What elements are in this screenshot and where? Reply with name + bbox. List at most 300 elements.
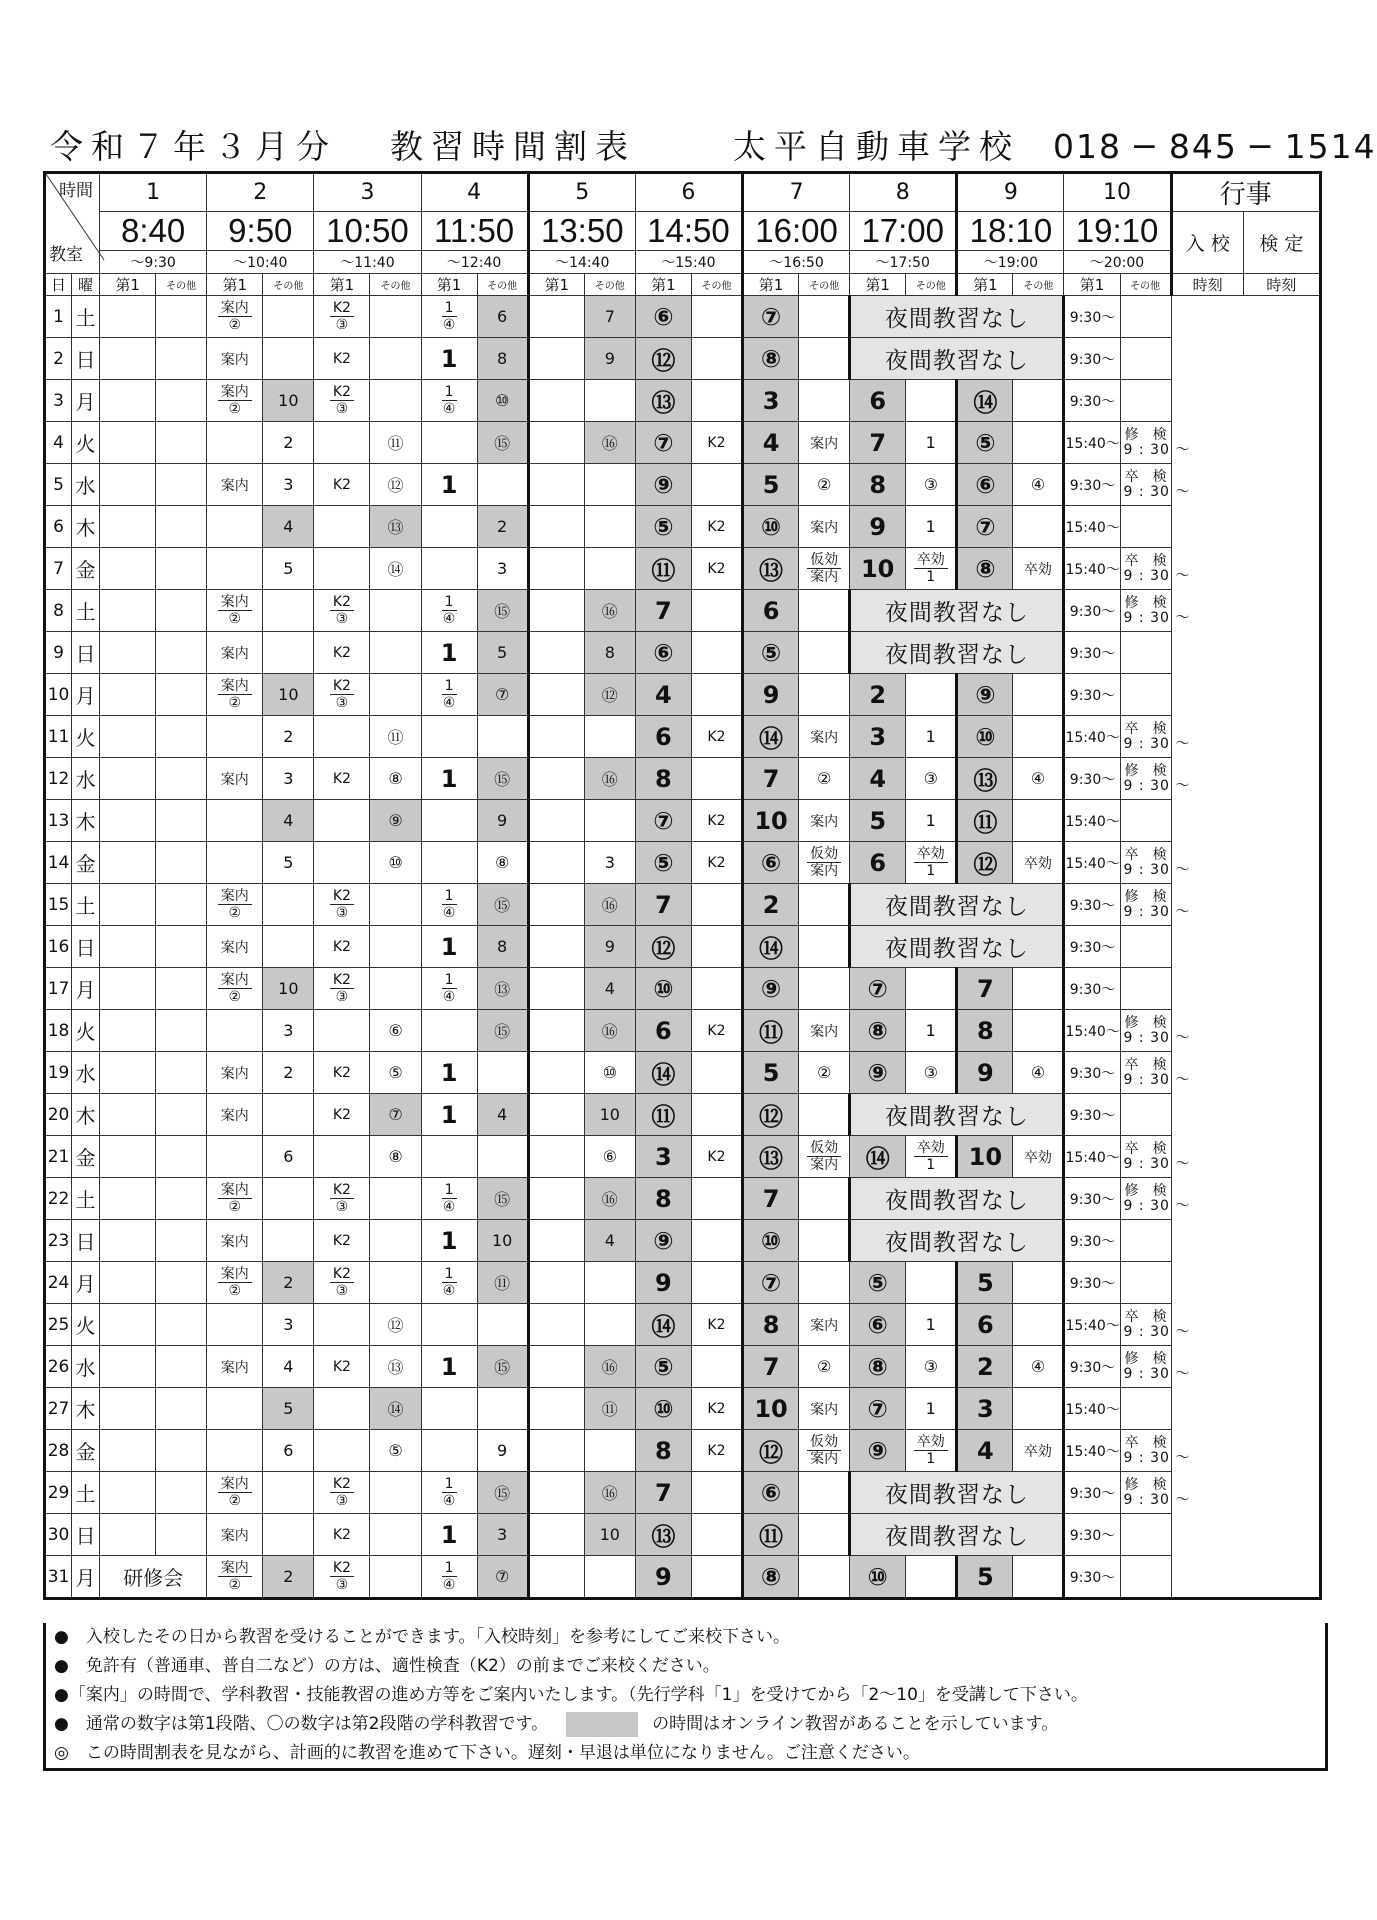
lesson-cell: [370, 1178, 421, 1220]
lesson-cell: ⑧: [370, 1136, 421, 1178]
lesson-cell: 案内: [207, 632, 263, 674]
lesson-cell: ⑫: [370, 1304, 421, 1346]
lesson-cell: [584, 800, 635, 842]
lesson-cell: [477, 1304, 528, 1346]
stacked-label: 1 ④: [442, 1266, 456, 1299]
day-row: [45, 422, 1321, 464]
lesson-cell: ⑭: [850, 1136, 906, 1178]
lesson-cell: [100, 1304, 156, 1346]
lesson-cell: [799, 1556, 850, 1599]
day-number: 16: [45, 926, 72, 968]
lesson-cell: [421, 296, 477, 338]
lesson-cell: [421, 1136, 477, 1178]
lesson-cell: [799, 1178, 850, 1220]
stacked-label: 案内 ②: [218, 1266, 252, 1299]
lesson-cell: [906, 380, 957, 422]
lesson-cell: [1013, 1262, 1064, 1304]
stacked-label: 案内 ②: [218, 1476, 252, 1509]
lesson-cell: ⑤: [635, 842, 691, 884]
stacked-label: 1 ④: [442, 594, 456, 627]
lesson-cell: [421, 548, 477, 590]
lesson-cell: 9: [584, 926, 635, 968]
sub-header-main: 第1: [850, 274, 906, 296]
lesson-cell: [156, 506, 207, 548]
lesson-cell: ⑦: [850, 968, 906, 1010]
lesson-cell: [314, 1010, 370, 1052]
lesson-cell: [1013, 800, 1064, 842]
admission-time: 9:30～: [1064, 632, 1120, 674]
lesson-cell: [314, 1262, 370, 1304]
lesson-cell: [691, 968, 742, 1010]
lesson-cell: K2: [691, 1010, 742, 1052]
period-number: 7: [743, 173, 850, 212]
note-line: [46, 1623, 1325, 1652]
lesson-cell: 3: [477, 548, 528, 590]
lesson-cell: ⑮: [477, 1472, 528, 1514]
lesson-cell: [156, 800, 207, 842]
lesson-cell: [528, 968, 584, 1010]
lesson-cell: ⑦: [477, 1556, 528, 1599]
lesson-cell: 5: [263, 842, 314, 884]
lesson-cell: ⑫: [635, 926, 691, 968]
lesson-cell: [156, 548, 207, 590]
day-number: 4: [45, 422, 72, 464]
lesson-cell: [370, 968, 421, 1010]
day-of-week: 火: [72, 716, 100, 758]
lesson-cell: [207, 506, 263, 548]
lesson-cell: [584, 716, 635, 758]
period-end-time: ～20:00: [1064, 251, 1171, 274]
sub-header-main: 第1: [100, 274, 156, 296]
lesson-cell: [906, 1262, 957, 1304]
lesson-cell: [370, 1262, 421, 1304]
inspection-event: [1120, 674, 1171, 716]
lesson-cell: ⑮: [477, 590, 528, 632]
lesson-cell: [100, 1388, 156, 1430]
lesson-cell: [906, 968, 957, 1010]
lesson-cell: 10: [263, 674, 314, 716]
sub-header-main: 第1: [528, 274, 584, 296]
inspection-event: [1120, 968, 1171, 1010]
lesson-cell: [691, 758, 742, 800]
lesson-cell: 7: [635, 884, 691, 926]
lesson-cell: 8: [850, 464, 906, 506]
lesson-cell: 2: [263, 1556, 314, 1599]
note-line: [46, 1681, 1325, 1710]
inspection-event: [1120, 926, 1171, 968]
lesson-cell: ⑤: [635, 1346, 691, 1388]
lesson-cell: [100, 338, 156, 380]
admission-time: 9:30～: [1064, 1472, 1120, 1514]
stacked-label: K2 ③: [330, 1182, 354, 1215]
admission-time-header: 時刻: [1171, 274, 1243, 296]
inspection-event: 卒 検 9 : 30 ～: [1120, 548, 1171, 590]
sub-header-other: その他: [584, 274, 635, 296]
lesson-cell: 1: [421, 464, 477, 506]
day-row: [45, 296, 1321, 338]
lesson-cell: [314, 1472, 370, 1514]
lesson-cell: K2: [314, 758, 370, 800]
lesson-cell: [156, 1472, 207, 1514]
inspection-time-header: 時刻: [1243, 274, 1320, 296]
inspection-event: 修 検 9 : 30 ～: [1120, 1178, 1171, 1220]
day-row: [45, 884, 1321, 926]
inspection-event: 修 検 9 : 30 ～: [1120, 422, 1171, 464]
stacked-label: 仮効 案内: [807, 1140, 841, 1173]
lesson-cell: [1013, 716, 1064, 758]
admission-time: 15:40～: [1064, 548, 1120, 590]
inspection-event: 卒 検 9 : 30 ～: [1120, 1430, 1171, 1472]
lesson-cell: 卒効: [1013, 842, 1064, 884]
lesson-cell: [528, 1304, 584, 1346]
lesson-cell: 6: [957, 1304, 1013, 1346]
lesson-cell: [799, 1472, 850, 1514]
lesson-cell: K2: [691, 548, 742, 590]
lesson-cell: [421, 422, 477, 464]
lesson-cell: ⑬: [635, 380, 691, 422]
lesson-cell: [370, 884, 421, 926]
lesson-cell: ⑮: [477, 1010, 528, 1052]
admission-time: 9:30～: [1064, 968, 1120, 1010]
day-row: [45, 380, 1321, 422]
no-night-class: 夜間教習なし: [850, 632, 1064, 674]
lesson-cell: [100, 506, 156, 548]
period-number: 2: [207, 173, 314, 212]
lesson-cell: ⑭: [635, 1304, 691, 1346]
day-number: 19: [45, 1052, 72, 1094]
lesson-cell: 5: [957, 1556, 1013, 1599]
lesson-cell: [421, 842, 477, 884]
lesson-cell: [421, 1430, 477, 1472]
lesson-cell: [477, 464, 528, 506]
lesson-cell: 3: [263, 464, 314, 506]
inspection-event: 卒 検 9 : 30 ～: [1120, 1136, 1171, 1178]
online-shade-swatch: [566, 1712, 638, 1737]
lesson-cell: [370, 1514, 421, 1556]
lesson-cell: ⑥: [743, 842, 799, 884]
lesson-cell: 6: [477, 296, 528, 338]
lesson-cell: [691, 296, 742, 338]
day-number: 22: [45, 1178, 72, 1220]
lesson-cell: ⑮: [477, 1346, 528, 1388]
lesson-cell: ⑪: [477, 1262, 528, 1304]
lesson-cell: ⑥: [635, 632, 691, 674]
lesson-cell: 8: [743, 1304, 799, 1346]
period-start-time: 8:40: [100, 212, 207, 251]
lesson-cell: ⑦: [635, 422, 691, 464]
lesson-cell: 1: [906, 800, 957, 842]
lesson-cell: ⑬: [477, 968, 528, 1010]
lesson-cell: ⑩: [957, 716, 1013, 758]
lesson-cell: 10: [584, 1514, 635, 1556]
day-row: [45, 506, 1321, 548]
lesson-cell: 3: [850, 716, 906, 758]
period-start-time: 10:50: [314, 212, 421, 251]
inspection-event: [1120, 632, 1171, 674]
lesson-cell: ⑦: [850, 1388, 906, 1430]
lesson-cell: [156, 1262, 207, 1304]
lesson-cell: 案内: [799, 1304, 850, 1346]
lesson-cell: [370, 1556, 421, 1599]
lesson-cell: [528, 1430, 584, 1472]
day-row: [45, 1304, 1321, 1346]
note-bullet: ●: [54, 1685, 69, 1705]
lesson-cell: 7: [584, 296, 635, 338]
lesson-cell: [100, 1136, 156, 1178]
lesson-cell: [314, 1304, 370, 1346]
lesson-cell: 8: [584, 632, 635, 674]
lesson-cell: [528, 758, 584, 800]
day-number: 3: [45, 380, 72, 422]
stacked-label: 1 ④: [442, 678, 456, 711]
lesson-cell: [156, 1052, 207, 1094]
lesson-cell: 5: [743, 1052, 799, 1094]
day-row: [45, 674, 1321, 716]
lesson-cell: K2: [314, 1220, 370, 1262]
lesson-cell: 5: [263, 1388, 314, 1430]
lesson-cell: [421, 1262, 477, 1304]
lesson-cell: [528, 422, 584, 464]
lesson-cell: [370, 296, 421, 338]
lesson-cell: 1: [906, 1388, 957, 1430]
sub-header-other: その他: [370, 274, 421, 296]
lesson-cell: [314, 1556, 370, 1599]
lesson-cell: K2: [314, 338, 370, 380]
lesson-cell: [207, 1430, 263, 1472]
lesson-cell: 案内: [799, 506, 850, 548]
lesson-cell: ⑪: [635, 548, 691, 590]
sub-header-other: その他: [156, 274, 207, 296]
lesson-cell: [799, 674, 850, 716]
lesson-cell: [263, 926, 314, 968]
lesson-cell: [421, 506, 477, 548]
lesson-cell: 10: [477, 1220, 528, 1262]
lesson-cell: [100, 1010, 156, 1052]
lesson-cell: [207, 674, 263, 716]
day-of-week: 土: [72, 590, 100, 632]
lesson-cell: ⑯: [584, 884, 635, 926]
lesson-cell: 9: [743, 674, 799, 716]
lesson-cell: 1: [906, 422, 957, 464]
admission-time: 15:40～: [1064, 1136, 1120, 1178]
lesson-cell: [207, 1556, 263, 1599]
lesson-cell: 3: [263, 1010, 314, 1052]
lesson-cell: [799, 968, 850, 1010]
lesson-cell: [156, 1136, 207, 1178]
lesson-cell: 6: [850, 842, 906, 884]
lesson-cell: 3: [743, 380, 799, 422]
lesson-cell: K2: [314, 926, 370, 968]
lesson-cell: K2: [691, 506, 742, 548]
lesson-cell: K2: [691, 1136, 742, 1178]
lesson-cell: [906, 1556, 957, 1599]
lesson-cell: 2: [743, 884, 799, 926]
lesson-cell: [528, 1472, 584, 1514]
lesson-cell: ⑫: [584, 674, 635, 716]
lesson-cell: [528, 1010, 584, 1052]
lesson-cell: [156, 1430, 207, 1472]
lesson-cell: [584, 1556, 635, 1599]
lesson-cell: [691, 1262, 742, 1304]
lesson-cell: [799, 296, 850, 338]
lesson-cell: [314, 884, 370, 926]
notes-section: [43, 1623, 1328, 1771]
day-row: [45, 842, 1321, 884]
day-of-week: 月: [72, 1556, 100, 1599]
lesson-cell: ⑫: [635, 338, 691, 380]
lesson-cell: ⑬: [743, 548, 799, 590]
day-row: [45, 1094, 1321, 1136]
lesson-cell: [799, 590, 850, 632]
stacked-label: K2 ③: [330, 594, 354, 627]
lesson-cell: ⑩: [370, 842, 421, 884]
lesson-cell: ⑨: [957, 674, 1013, 716]
day-of-week: 月: [72, 380, 100, 422]
lesson-cell: 4: [263, 1346, 314, 1388]
lesson-cell: [691, 1052, 742, 1094]
stacked-label: 1 ④: [442, 1560, 456, 1593]
lesson-cell: [100, 632, 156, 674]
stacked-label: 案内 ②: [218, 384, 252, 417]
lesson-cell: [528, 926, 584, 968]
lesson-cell: [421, 674, 477, 716]
lesson-cell: ⑩: [635, 968, 691, 1010]
lesson-cell: [799, 1220, 850, 1262]
admission-time: 9:30～: [1064, 1262, 1120, 1304]
lesson-cell: [263, 1220, 314, 1262]
note-text: 「案内」の時間で、学科教習・技能教習の進め方等をご案内いたします。（先行学科「1」を受けてから「2～10」を受講して下さい。: [68, 1685, 1088, 1705]
lesson-cell: [314, 590, 370, 632]
lesson-cell: ⑬: [957, 758, 1013, 800]
admission-time: 15:40～: [1064, 422, 1120, 464]
day-row: [45, 1430, 1321, 1472]
lesson-cell: [370, 1220, 421, 1262]
lesson-cell: [421, 968, 477, 1010]
lesson-cell: 案内: [207, 464, 263, 506]
note-text: の時間はオンライン教習があることを示しています。: [652, 1714, 1059, 1734]
inspection-event: 卒 検 9 : 30 ～: [1120, 1304, 1171, 1346]
lesson-cell: ⑬: [370, 506, 421, 548]
lesson-cell: [528, 1220, 584, 1262]
day-row: [45, 338, 1321, 380]
admission-time: 15:40～: [1064, 506, 1120, 548]
lesson-cell: 6: [850, 380, 906, 422]
day-of-week: 日: [72, 632, 100, 674]
day-header: 日: [45, 274, 72, 296]
lesson-cell: ⑯: [584, 1472, 635, 1514]
inspection-event: [1120, 338, 1171, 380]
admission-time: 9:30～: [1064, 1346, 1120, 1388]
lesson-cell: [528, 338, 584, 380]
lesson-cell: ③: [906, 1346, 957, 1388]
lesson-cell: 案内: [799, 1388, 850, 1430]
stacked-label: 案内 ②: [218, 972, 252, 1005]
lesson-cell: 3: [263, 758, 314, 800]
admission-time: 15:40～: [1064, 1388, 1120, 1430]
day-number: 8: [45, 590, 72, 632]
day-row: [45, 1346, 1321, 1388]
lesson-cell: 案内: [799, 422, 850, 464]
lesson-cell: 6: [743, 590, 799, 632]
lesson-cell: K2: [314, 632, 370, 674]
lesson-cell: ⑧: [850, 1010, 906, 1052]
lesson-cell: [100, 968, 156, 1010]
lesson-cell: ⑦: [370, 1094, 421, 1136]
lesson-cell: 4: [263, 506, 314, 548]
note-bullet: ◎: [54, 1743, 69, 1763]
lesson-cell: ⑪: [957, 800, 1013, 842]
lesson-cell: K2: [314, 464, 370, 506]
lesson-cell: [584, 1430, 635, 1472]
lesson-cell: [207, 296, 263, 338]
inspection-event: 修 検 9 : 30 ～: [1120, 1346, 1171, 1388]
lesson-cell: 7: [743, 1178, 799, 1220]
period-start-time: 19:10: [1064, 212, 1171, 251]
lesson-cell: ⑩: [477, 380, 528, 422]
lesson-cell: [1013, 422, 1064, 464]
period-start-time: 14:50: [635, 212, 742, 251]
lesson-cell: 案内: [207, 1094, 263, 1136]
stacked-label: 卒効 1: [914, 1140, 948, 1173]
admission-time: 9:30～: [1064, 884, 1120, 926]
lesson-cell: [1013, 1304, 1064, 1346]
admission-time: 15:40～: [1064, 1010, 1120, 1052]
lesson-cell: ⑨: [743, 968, 799, 1010]
day-number: 6: [45, 506, 72, 548]
lesson-cell: [528, 842, 584, 884]
lesson-cell: [156, 422, 207, 464]
inspection-event: [1120, 1220, 1171, 1262]
lesson-cell: [207, 716, 263, 758]
note-line: [46, 1710, 1325, 1739]
lesson-cell: [314, 800, 370, 842]
sub-header-other: その他: [263, 274, 314, 296]
lesson-cell: 案内: [207, 1514, 263, 1556]
lesson-cell: [584, 380, 635, 422]
lesson-cell: ②: [799, 1346, 850, 1388]
lesson-cell: [370, 926, 421, 968]
inspection-event: 卒 検 9 : 30 ～: [1120, 842, 1171, 884]
note-bullet: ●: [54, 1656, 69, 1676]
lesson-cell: 5: [477, 632, 528, 674]
lesson-cell: [370, 590, 421, 632]
day-number: 15: [45, 884, 72, 926]
lesson-cell: [584, 1262, 635, 1304]
day-row: [45, 716, 1321, 758]
day-number: 26: [45, 1346, 72, 1388]
lesson-cell: ⑬: [635, 1514, 691, 1556]
lesson-cell: 案内: [799, 716, 850, 758]
title-name: 教習時間割表: [390, 127, 636, 166]
lesson-cell: 8: [635, 1430, 691, 1472]
day-number: 18: [45, 1010, 72, 1052]
page-title: [50, 127, 1377, 167]
day-number: 24: [45, 1262, 72, 1304]
header-row-end: [45, 251, 1321, 274]
day-row: [45, 1136, 1321, 1178]
sub-header-other: その他: [799, 274, 850, 296]
lesson-cell: ④: [1013, 1052, 1064, 1094]
lesson-cell: [799, 1514, 850, 1556]
lesson-cell: [207, 590, 263, 632]
lesson-cell: [528, 716, 584, 758]
lesson-cell: [156, 296, 207, 338]
lesson-cell: [100, 422, 156, 464]
lesson-cell: [691, 338, 742, 380]
lesson-cell: 1: [421, 758, 477, 800]
lesson-cell: [691, 1178, 742, 1220]
lesson-cell: [421, 1556, 477, 1599]
